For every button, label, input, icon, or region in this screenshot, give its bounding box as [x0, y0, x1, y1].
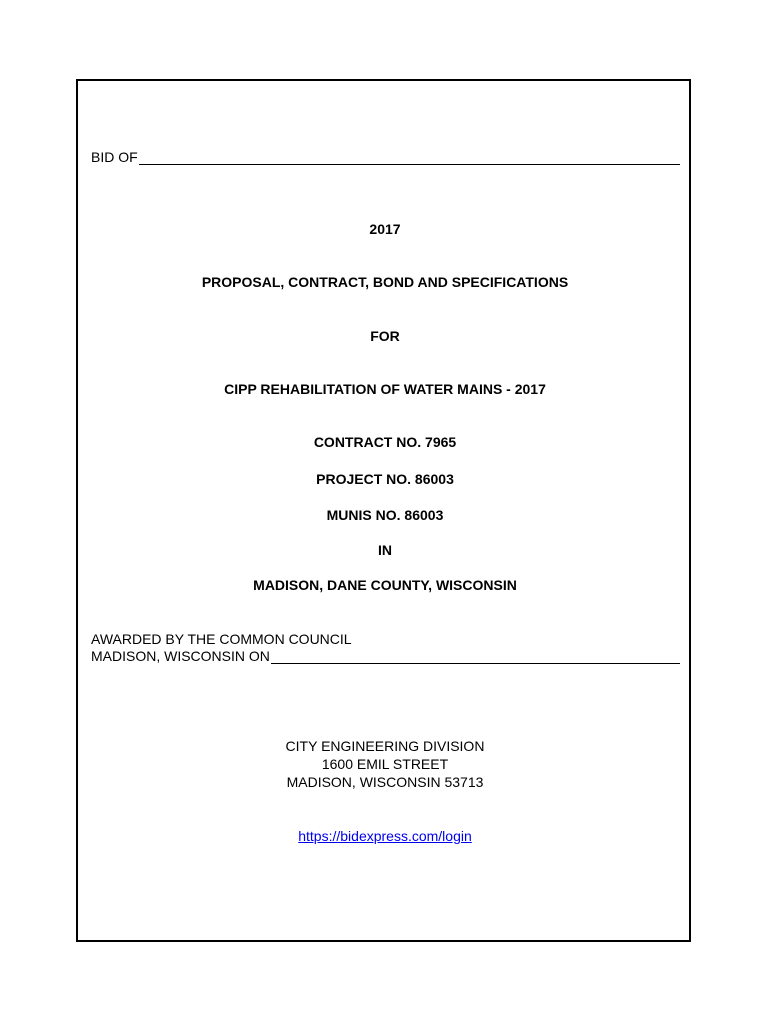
- awarded-line-1: AWARDED BY THE COMMON COUNCIL: [91, 631, 352, 647]
- munis-number: MUNIS NO. 86003: [326, 507, 444, 523]
- bid-of-label: BID OF: [91, 149, 138, 165]
- contract-number: CONTRACT NO. 7965: [313, 434, 457, 450]
- in-text: IN: [378, 542, 392, 558]
- division-street: 1600 EMIL STREET: [321, 756, 449, 772]
- location: MADISON, DANE COUNTY, WISCONSIN: [253, 577, 517, 593]
- division-name: CITY ENGINEERING DIVISION: [285, 738, 485, 754]
- bid-of-row: [91, 149, 680, 165]
- division-city: MADISON, WISCONSIN 53713: [286, 774, 484, 790]
- awarded-line-2-label: MADISON, WISCONSIN ON: [91, 648, 270, 664]
- awarded-date-blank[interactable]: [271, 650, 680, 664]
- year-heading: 2017: [369, 221, 401, 237]
- link-row: [0, 828, 770, 844]
- for-text: FOR: [370, 328, 400, 344]
- document-title: PROPOSAL, CONTRACT, BOND AND SPECIFICATIONS: [201, 274, 569, 290]
- awarded-row: [91, 648, 680, 664]
- bid-of-blank[interactable]: [139, 151, 680, 165]
- project-number: PROJECT NO. 86003: [316, 471, 454, 487]
- bidexpress-link[interactable]: https://bidexpress.com/login: [298, 828, 472, 844]
- project-name: CIPP REHABILITATION OF WATER MAINS - 2017: [224, 381, 546, 397]
